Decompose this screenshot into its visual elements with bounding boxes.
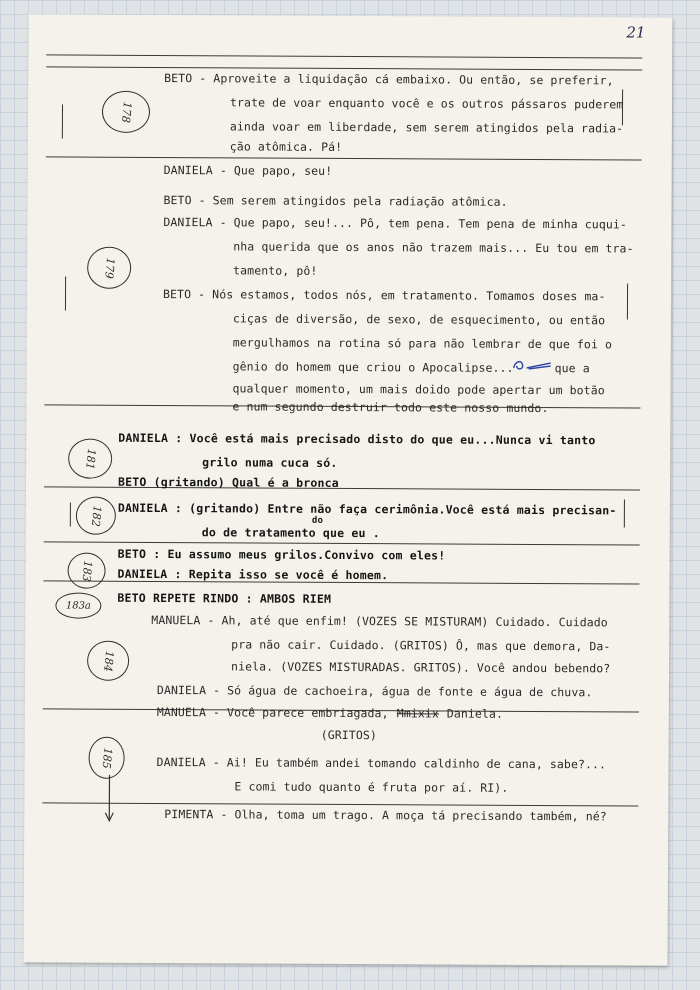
dialogue-line: DANIELA - Ai! Eu também andei tomando caldinho de cana, sabe?...: [156, 755, 607, 772]
dialogue-line: nha querida que os anos não trazem mais... Eu tou em tra-: [233, 239, 634, 256]
dialogue-line: BETO : Eu assumo meus grilos.Convivo com eles!: [117, 546, 446, 563]
dialogue-line: DANIELA : Repita isso se você é homem.: [117, 566, 389, 583]
handwritten-insert: do: [311, 515, 324, 526]
dialogue-line: mergulhamos na rotina só para não lembrar de que foi o: [232, 335, 613, 352]
dialogue-line: trate de voar enquanto você e os outros pássaros puderem: [229, 95, 624, 112]
dialogue-line: DANIELA - Que papo, seu!... Pô, tem pena. Tem pena de minha cuqui-: [163, 215, 627, 232]
margin-bar: [627, 283, 628, 319]
page-number: 21: [626, 23, 646, 42]
scene-number: 179: [101, 256, 117, 279]
scene-number: 183a: [65, 600, 91, 612]
scene-number-circle: [76, 497, 116, 535]
dialogue-line: qualquer momento, um mais doido pode apertar um botão: [232, 381, 605, 398]
rule-1: [46, 66, 642, 70]
margin-bar: [624, 499, 625, 527]
scene-number-circle: [68, 439, 112, 479]
dialogue-line: Daniela.: [446, 706, 504, 721]
script-page: [24, 14, 673, 965]
rule-5: [44, 541, 640, 545]
dialogue-line: MANUELA - Ah, até que enfim! (VOZES SE MISTURAM) Cuidado. Cuidado: [151, 612, 608, 630]
scene-number-circle: [67, 553, 105, 589]
dialogue-line: ainda voar em liberdade, sem serem atingidos pela radia-: [229, 119, 624, 136]
down-arrow-icon: [102, 775, 116, 823]
margin-bar: [70, 503, 71, 527]
dialogue-line: DANIELA - Que papo, seu!: [163, 163, 333, 178]
margin-bar: [62, 104, 63, 138]
scene-number: 185: [99, 746, 115, 769]
scene-number: 178: [118, 100, 134, 123]
rule-2: [46, 156, 642, 160]
dialogue-line: BETO - Sem serem atingidos pela radiação atômica.: [163, 193, 508, 209]
dialogue-line: ção atômica. Pá!: [229, 139, 343, 154]
scene-number-circle: [55, 592, 101, 618]
ink-correction-mark: [511, 357, 555, 373]
dialogue-line: grilo numa cuca só.: [202, 455, 338, 470]
dialogue-line: DANIELA : Você está mais precisado disto do que eu...Nunca vi tanto: [118, 430, 596, 448]
dialogue-line: BETO - Aproveite a liquidação cá embaixo. Ou então, se preferir,: [164, 71, 614, 88]
scene-number: 182: [88, 504, 104, 527]
rule-top: [46, 54, 642, 58]
dialogue-line: e num segundo destruir todo este nosso mundo.: [232, 399, 549, 416]
margin-bar: [65, 277, 66, 311]
scene-number: 183: [79, 559, 95, 582]
dialogue-line: MANUELA - Você parece embriagada,: [156, 705, 389, 721]
scene-number-circle: [88, 737, 124, 779]
scene-number-circle: [87, 247, 131, 289]
dialogue-line: gênio do homem que criou o Apocalipse...: [232, 359, 514, 375]
scene-number: 184: [100, 649, 116, 672]
dialogue-line: niela. (VOZES MISTURADAS. GRITOS). Você andou bebendo?: [231, 659, 611, 676]
dialogue-line: pra não cair. Cuidado. (GRITOS) Ô, mas que demora, Da-: [231, 637, 611, 654]
dialogue-line: tamento, pô!: [233, 263, 318, 278]
dialogue-line: PIMENTA - Olha, toma um trago. A moça tá precisando também, né?: [164, 807, 607, 824]
dialogue-line: BETO REPETE RINDO : AMBOS RIEM: [117, 590, 332, 606]
dialogue-line: BETO - Nós estamos, todos nós, em tratamento. Tomamos doses ma-: [162, 287, 606, 304]
dialogue-line: que a: [554, 361, 590, 376]
dialogue-line: DANIELA : (gritando) Entre não faça cerimônia.Você está mais precisan-: [117, 500, 617, 518]
dialogue-line: BETO (gritando) Qual é a bronca: [118, 474, 339, 490]
scene-number-circle: [87, 641, 129, 681]
dialogue-line: DANIELA - Só água de cachoeira, água de fonte e água de chuva.: [156, 683, 593, 700]
stage-direction: (GRITOS): [320, 727, 377, 743]
rule-8: [42, 802, 638, 806]
scene-number-circle: [102, 91, 150, 133]
dialogue-line: do de tratamento que eu .: [201, 525, 380, 541]
dialogue-line: ciças de diversão, de sexo, de esquecimento, ou então: [232, 311, 606, 328]
struck-text: Mmixix: [396, 706, 440, 721]
scene-number: 181: [82, 447, 98, 470]
dialogue-line: E comi tudo quanto é fruta por aí. RI).: [234, 779, 509, 795]
